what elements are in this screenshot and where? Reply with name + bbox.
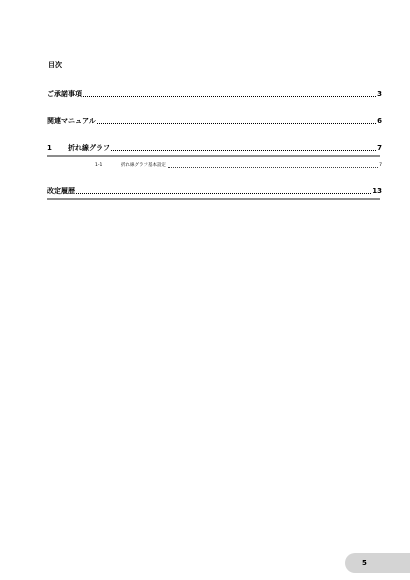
- dot-leader: [111, 149, 376, 151]
- page-title: 目次: [48, 61, 62, 69]
- dot-leader: [76, 192, 371, 194]
- toc-entry-page: 3: [377, 90, 382, 98]
- toc-entry-page: 6: [377, 117, 382, 125]
- toc-entry-page: 13: [372, 187, 382, 195]
- toc-entry-title: 関連マニュアル: [47, 117, 96, 125]
- toc-entry-number: 1: [47, 144, 52, 152]
- toc-subentry-1-1[interactable]: [95, 163, 382, 169]
- dot-leader: [97, 122, 376, 124]
- toc-subentry-title: 折れ線グラフ基本設定: [121, 163, 166, 168]
- toc-entry-title: ご承諾事項: [47, 90, 82, 98]
- toc-entry-page: 7: [377, 144, 382, 152]
- toc-subentry-page: 7: [379, 163, 382, 168]
- toc-subentry-number: 1-1: [95, 163, 103, 168]
- toc-entry-acceptance[interactable]: [47, 90, 382, 99]
- dot-leader: [168, 166, 378, 168]
- toc-entry-revision-history[interactable]: [47, 187, 382, 196]
- toc-entry-related-manuals[interactable]: [47, 117, 382, 126]
- toc-entry-chapter-1[interactable]: [47, 144, 382, 153]
- toc-entry-title: 折れ線グラフ: [68, 144, 110, 152]
- section-divider: [47, 198, 380, 200]
- chapter-divider: [47, 155, 380, 157]
- toc-entry-title: 改定履歴: [47, 187, 75, 195]
- dot-leader: [83, 95, 376, 97]
- page-number-tab: [345, 553, 410, 573]
- page-number: 5: [362, 559, 367, 567]
